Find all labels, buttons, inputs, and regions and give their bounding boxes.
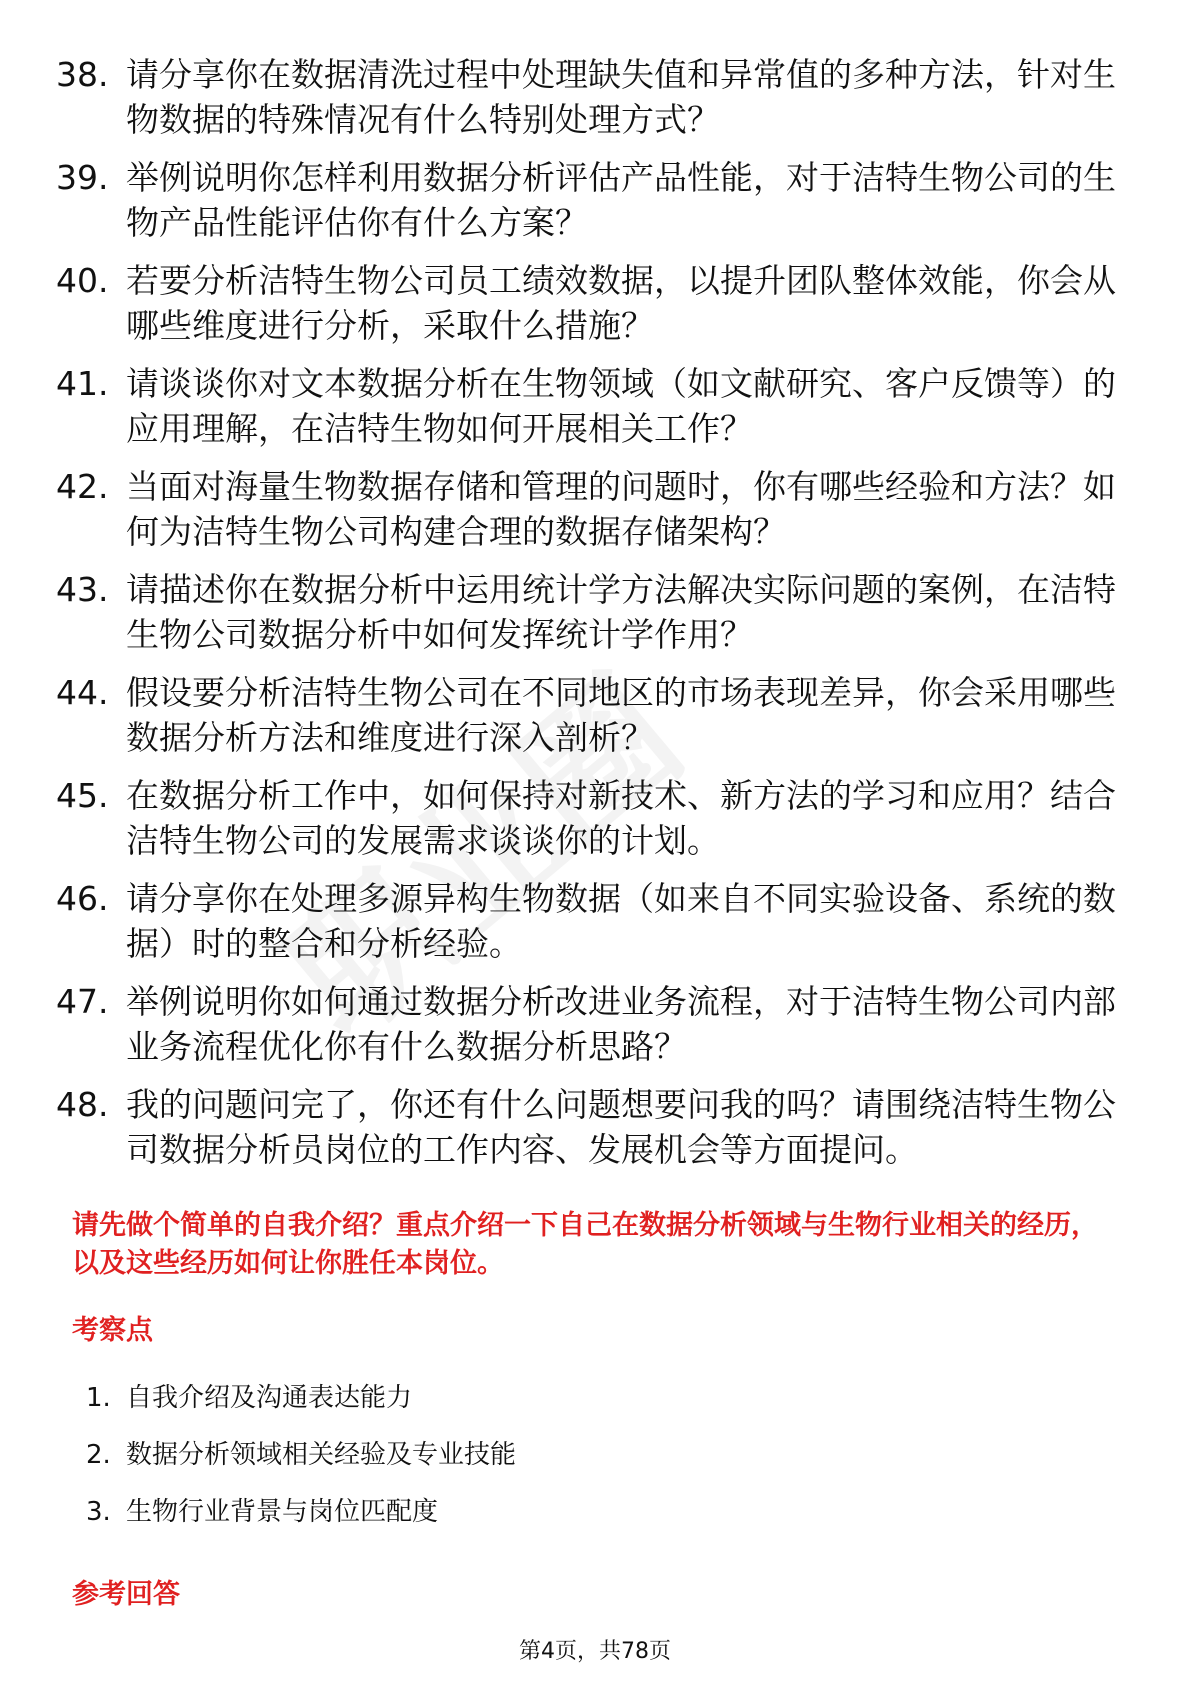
exam-point-text: 数据分析领域相关经验及专业技能 bbox=[126, 1440, 517, 1470]
question-item bbox=[56, 155, 1136, 245]
exam-point-item bbox=[86, 1380, 1086, 1416]
question-text: 请分享你在数据清洗过程中处理缺失值和异常值的多种方法，针对生物数据的特殊情况有什么特别处理方式？ bbox=[126, 55, 1116, 139]
question-item bbox=[56, 773, 1136, 863]
exam-points-heading: 考察点 bbox=[72, 1315, 153, 1346]
question-text: 若要分析洁特生物公司员工绩效数据，以提升团队整体效能，你会从哪些维度进行分析，采取什么措施？ bbox=[126, 261, 1116, 345]
question-number: 44. bbox=[56, 673, 109, 712]
question-number: 48. bbox=[56, 1085, 109, 1124]
question-item bbox=[56, 361, 1136, 451]
exam-point-item bbox=[86, 1437, 1086, 1473]
question-item bbox=[56, 52, 1136, 142]
question-text: 举例说明你怎样利用数据分析评估产品性能，对于洁特生物公司的生物产品性能评估你有什么方案？ bbox=[126, 158, 1116, 242]
question-number: 47. bbox=[56, 982, 109, 1021]
question-number: 43. bbox=[56, 570, 109, 609]
question-item bbox=[56, 1082, 1136, 1172]
question-list bbox=[56, 52, 1136, 1185]
exam-points-list bbox=[86, 1380, 1086, 1551]
question-item bbox=[56, 876, 1136, 966]
question-text: 请分享你在处理多源异构生物数据（如来自不同实验设备、系统的数据）时的整合和分析经验。 bbox=[126, 879, 1116, 963]
question-text: 在数据分析工作中，如何保持对新技术、新方法的学习和应用？结合洁特生物公司的发展需求谈谈你的计划。 bbox=[126, 776, 1116, 860]
exam-point-text: 生物行业背景与岗位匹配度 bbox=[126, 1497, 439, 1527]
question-number: 42. bbox=[56, 467, 109, 506]
question-item bbox=[56, 258, 1136, 348]
exam-point-text: 自我介绍及沟通表达能力 bbox=[126, 1383, 413, 1413]
question-number: 38. bbox=[56, 55, 109, 94]
question-text: 请谈谈你对文本数据分析在生物领域（如文献研究、客户反馈等）的应用理解，在洁特生物如何开展相关工作？ bbox=[126, 364, 1116, 448]
question-item bbox=[56, 567, 1136, 657]
question-text: 当面对海量生物数据存储和管理的问题时，你有哪些经验和方法？如何为洁特生物公司构建合理的数据存储架构？ bbox=[126, 467, 1116, 551]
question-number: 41. bbox=[56, 364, 109, 403]
question-text: 举例说明你如何通过数据分析改进业务流程，对于洁特生物公司内部业务流程优化你有什么数据分析思路？ bbox=[126, 982, 1116, 1066]
page-footer: 第4页，共78页 bbox=[519, 1639, 671, 1664]
question-number: 46. bbox=[56, 879, 109, 918]
question-number: 45. bbox=[56, 776, 109, 815]
exam-point-number: 3. bbox=[86, 1497, 111, 1527]
highlighted-question: 请先做个简单的自我介绍？重点介绍一下自己在数据分析领域与生物行业相关的经历，以及这些经历如何让你胜任本岗位。 bbox=[72, 1210, 1098, 1279]
question-text: 我的问题问完了，你还有什么问题想要问我的吗？请围绕洁特生物公司数据分析员岗位的工作内容、发展机会等方面提问。 bbox=[126, 1085, 1116, 1169]
question-text: 假设要分析洁特生物公司在不同地区的市场表现差异，你会采用哪些数据分析方法和维度进行深入剖析？ bbox=[126, 673, 1116, 757]
exam-point-number: 2. bbox=[86, 1440, 111, 1470]
question-item bbox=[56, 979, 1136, 1069]
exam-point-item bbox=[86, 1494, 1086, 1530]
question-item bbox=[56, 464, 1136, 554]
question-number: 40. bbox=[56, 261, 109, 300]
question-text: 请描述你在数据分析中运用统计学方法解决实际问题的案例，在洁特生物公司数据分析中如何发挥统计学作用？ bbox=[126, 570, 1116, 654]
reference-answer-heading: 参考回答 bbox=[72, 1579, 180, 1610]
question-number: 39. bbox=[56, 158, 109, 197]
exam-point-number: 1. bbox=[86, 1383, 111, 1413]
question-item bbox=[56, 670, 1136, 760]
